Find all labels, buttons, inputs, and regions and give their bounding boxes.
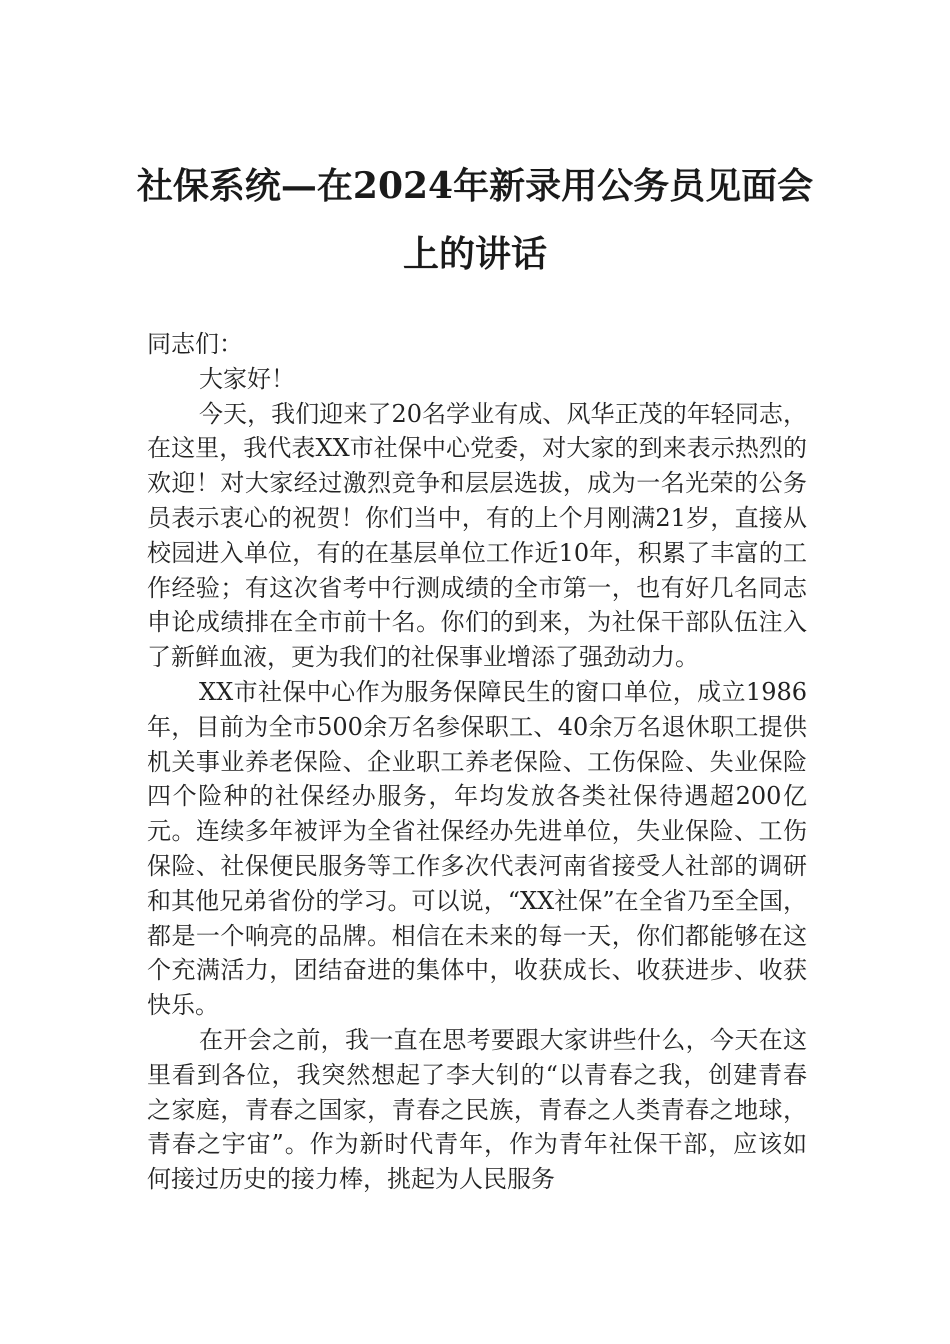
salutation: 同志们： <box>147 330 243 358</box>
paragraph-2: XX市社保中心作为服务保障民生的窗口单位，成立1986年，目前为全市500余万名参保职工、40余万名退休职工提供机关事业养老保险、企业职工养老保险、工伤保险、失业保险四个险种的社保经办服务，年均发放各类社保待遇超200亿元。连续多年被评为全省社保经办先进单位，失业保险、工伤保险、社保便民服务等工作多次代表河南省接受人社部的调研和其他兄弟省份的学习。可以说，“XX社保”在全省乃至全国，都是一个响亮的品牌。相信在未来的每一天，你们都能够在这个充满活力，团结奋进的集体中，收获成长、收获进步、收获快乐。 <box>147 677 807 1020</box>
document-body <box>147 327 807 1197</box>
paragraph-3: 在开会之前，我一直在思考要跟大家讲些什么，今天在这里看到各位，我突然想起了李大钊的“以青春之我，创建青春之家庭，青春之国家，青春之民族，青春之人类青春之地球，青春之宇宙”。作为新时代青年，作为青年社保干部，应该如何接过历史的接力棒，挑起为人民服务 <box>147 1025 807 1194</box>
paragraph-1: 今天，我们迎来了20名学业有成、风华正茂的年轻同志，在这里，我代表XX市社保中心党委，对大家的到来表示热烈的欢迎！对大家经过激烈竞争和层层选拔，成为一名光荣的公务员表示衷心的祝贺！你们当中，有的上个月刚满21岁，直接从校园进入单位，有的在基层单位工作近10年，积累了丰富的工作经验；有这次省考中行测成绩的全市第一，也有好几名同志申论成绩排在全市前十名。你们的到来，为社保干部队伍注入了新鲜血液，更为我们的社保事业增添了强劲动力。 <box>147 399 807 672</box>
greeting: 大家好！ <box>199 364 295 393</box>
document-title-line-2: 上的讲话 <box>402 233 547 275</box>
document-title-line-1: 社保系统—在2024年新录用公务员见面会 <box>136 165 814 207</box>
